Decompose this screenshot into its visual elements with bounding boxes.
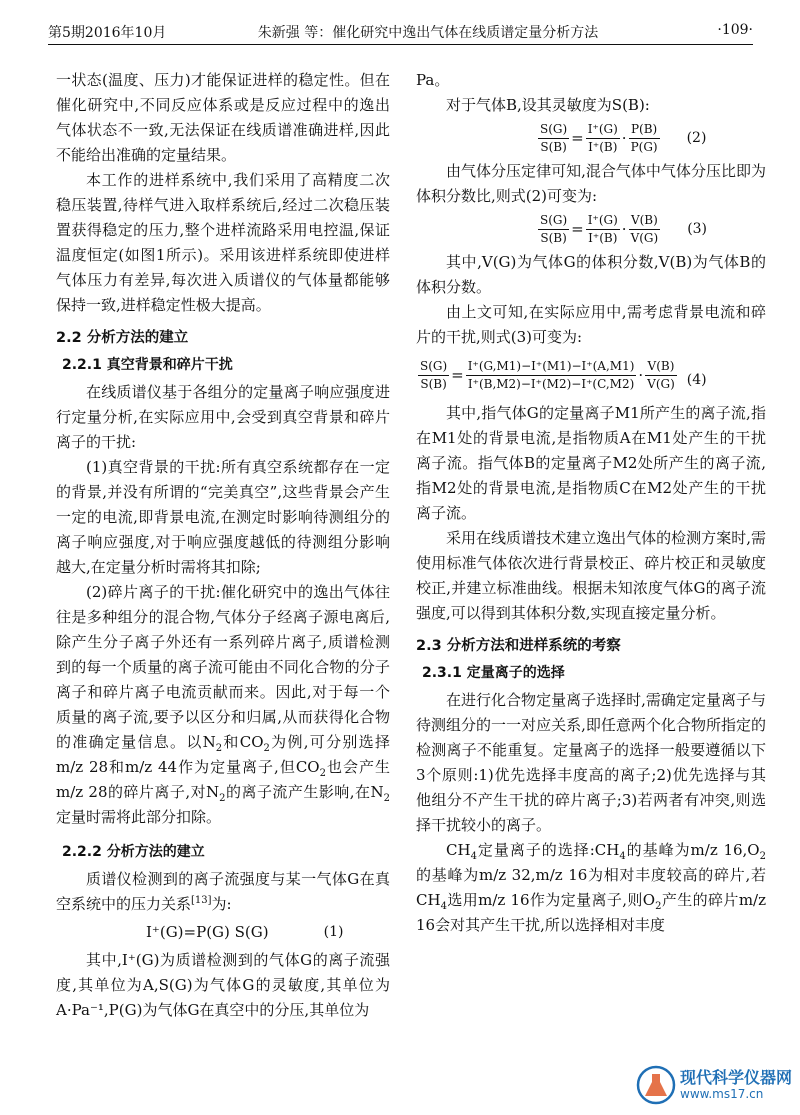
fraction: $\frac{P(B)}{P(G)}$: [630, 122, 658, 154]
paragraph: $CH_4$定量离子的选择$:CH_4$的基峰为m/z $16,O_2$的基峰为m/z 32,m/z 16为相对丰度较高的碎片,若$CH_4$选用m/z 16作为定量离子,则$O_2$产生的碎片m/z 16会对其产生干扰,所以选择相对丰度: [416, 841, 766, 934]
section-heading: 2.2 分析方法的建立: [56, 330, 189, 346]
paragraph: 质谱仪检测到的离子流强度与某一气体G在真空系统中的压力关系[13]为:: [56, 870, 390, 913]
watermark: [632, 1063, 792, 1107]
paragraph: Pa。: [416, 71, 450, 89]
equation-number: (1): [323, 924, 344, 940]
fraction: $\frac{I^+(G)}{I^+(B)}$: [587, 213, 618, 245]
subsection-heading: 2.2.1 真空背景和碎片干扰: [62, 357, 233, 373]
fraction: $\frac{V(B)}{V(G)}$: [630, 213, 659, 245]
fraction: $\frac{S(G)}{S(B)}$: [540, 122, 568, 154]
paragraph: 一状态(温度、压力)才能保证进样的稳定性。但在催化研究中,不同反应体系或是反应过程中的逸出气体状态不一致,无法保证在线质谱准确进样,因此不能给出准确的定量结果。: [56, 71, 390, 164]
watermark-name: 现代科学仪器网: [680, 1068, 793, 1087]
running-title: 朱新强 等：催化研究中逸出气体在线质谱定量分析方法: [257, 25, 599, 41]
paragraph: 本工作的进样系统中,我们采用了高精度二次稳压装置,待样气进入取样系统后,经过二次稳压装置获得稳定的压力,整个进样流路采用电控温,保证温度恒定(如图1所示)。采用该进样系统即使进样气体压力有差异,每次进入质谱仪的气体量都能够保持一致,进样稳定性极大提高。: [56, 171, 390, 314]
equation-body: I⁺(G)=P(G) S(G): [146, 923, 269, 941]
subsection-heading: 2.2.2 分析方法的建立: [62, 844, 205, 860]
fraction: $\frac{I^+(G)}{I^+(B)}$: [587, 122, 618, 154]
paragraph: 对于气体B,设其灵敏度为S(B):: [446, 96, 650, 114]
subsection-heading: 2.3.1 定量离子的选择: [422, 665, 565, 681]
fraction: $\frac{S(G)}{S(B)}$: [540, 213, 568, 245]
paragraph: 在线质谱仪基于各组分的定量离子响应强度进行定量分析,在实际应用中,会受到真空背景和碎片离子的干扰:: [56, 383, 390, 451]
equation-3: $\frac{S(G)}{S(B)}$ = $\frac{I^+(G)}{I^+(B)}$ · $\frac{V(B)}{V(G)}$ (3): [540, 213, 708, 245]
paragraph: 由气体分压定律可知,混合气体中气体分压比即为体积分数比,则式(2)可变为:: [416, 162, 766, 205]
watermark-url: www.ms17.cn: [680, 1087, 764, 1101]
paragraph: 其中,I⁺(G)为质谱检测到的气体G的离子流强度,其单位为A,S(G)为气体G的灵敏度,其单位为A·Pa⁻¹,P(G)为气体G在真空中的分压,其单位为: [56, 951, 390, 1019]
paragraph: 在进行化合物定量离子选择时,需确定定量离子与待测组分的一一对应关系,即任意两个化合物所指定的检测离子不能重复。定量离子的选择一般要遵循以下3个原则:1)优先选择丰度高的离子;2)优先选择与其他组分不产生干扰的碎片离子;3)若两者有冲突,则选择干扰较小的离子。: [416, 691, 766, 834]
issue-label: 第5期2016年10月: [48, 25, 167, 41]
equation-number: (2): [686, 130, 707, 146]
equation-4: $\frac{S(G)}{S(B)}$ = $\frac{I^+(G,M1)-I^+(M1)-I^+(A,M1)}{I^+(B,M2)-I^+(M2)-I^+(C,M2)}$ · $\frac{V(B)}{V(G)}$ (4): [420, 359, 707, 391]
fraction: $\frac{I^+(G,M1)-I^+(M1)-I^+(A,M1)}{I^+(B,M2)-I^+(M2)-I^+(C,M2)}$: [467, 359, 635, 391]
paragraph: 采用在线质谱技术建立逸出气体的检测方案时,需使用标准气体依次进行背景校正、碎片校正和灵敏度校正,并建立标准曲线。根据未知浓度气体G的离子流强度,可以得到其体积分数,实现直接定量分析。: [416, 529, 766, 622]
paragraph: 其中,指气体G的定量离子M1所产生的离子流,指在M1处的背景电流,是指物质A在M1处产生的干扰离子流。指气体B的定量离子M2处所产生的离子流,指M2处的背景电流,是指物质C在M2处产生的干扰离子流。: [416, 404, 766, 522]
equation-number: (3): [687, 221, 708, 237]
equation-1: [56, 920, 390, 945]
paragraph: (2)碎片离子的干扰:催化研究中的逸出气体往往是多种组分的混合物,气体分子经离子源电离后,除产生分子离子外还有一系列碎片离子,质谱检测到的每一个质量的离子流可能由不同化合物的分子离子和碎片离子电流贡献而来。因此,对于每一个质量的离子流,要予以区分和归属,从而获得化合物的准确定量信息。以$N_2$和$CO_2$为例,可分别选择m/z 28和m/z 44作为定量离子,但$CO_2$也会产生m/z 28的碎片离子,对$N_2$的离子流产生影响,在$N_2$定量时需将此部分扣除。: [56, 583, 390, 826]
running-header: [48, 18, 753, 45]
fraction: $\frac{S(G)}{S(B)}$: [420, 359, 448, 391]
paragraph: (1)真空背景的干扰:所有真空系统都存在一定的背景,并没有所谓的“完美真空”,这些背景会产生一定的电流,即背景电流,在测定时影响待测组分的离子响应强度,对于响应强度越低的待测组分影响越大,在定量分析时需将其扣除;: [56, 458, 390, 576]
equation-2: $\frac{S(G)}{S(B)}$ = $\frac{I^+(G)}{I^+(B)}$ · $\frac{P(B)}{P(G)}$ (2): [540, 122, 707, 154]
flask-logo-icon: [636, 1065, 676, 1105]
paragraph: 由上文可知,在实际应用中,需考虑背景电流和碎片的干扰,则式(3)可变为:: [416, 303, 766, 346]
page-number: ·109·: [717, 22, 753, 38]
equation-number: (4): [686, 372, 707, 388]
paragraph: 其中,V(G)为气体G的体积分数,V(B)为气体B的体积分数。: [416, 253, 766, 296]
fraction: $\frac{V(B)}{V(G)}$: [647, 359, 675, 391]
section-heading: 2.3 分析方法和进样系统的考察: [416, 638, 621, 654]
left-column: [56, 68, 390, 1023]
right-column: [416, 68, 766, 938]
